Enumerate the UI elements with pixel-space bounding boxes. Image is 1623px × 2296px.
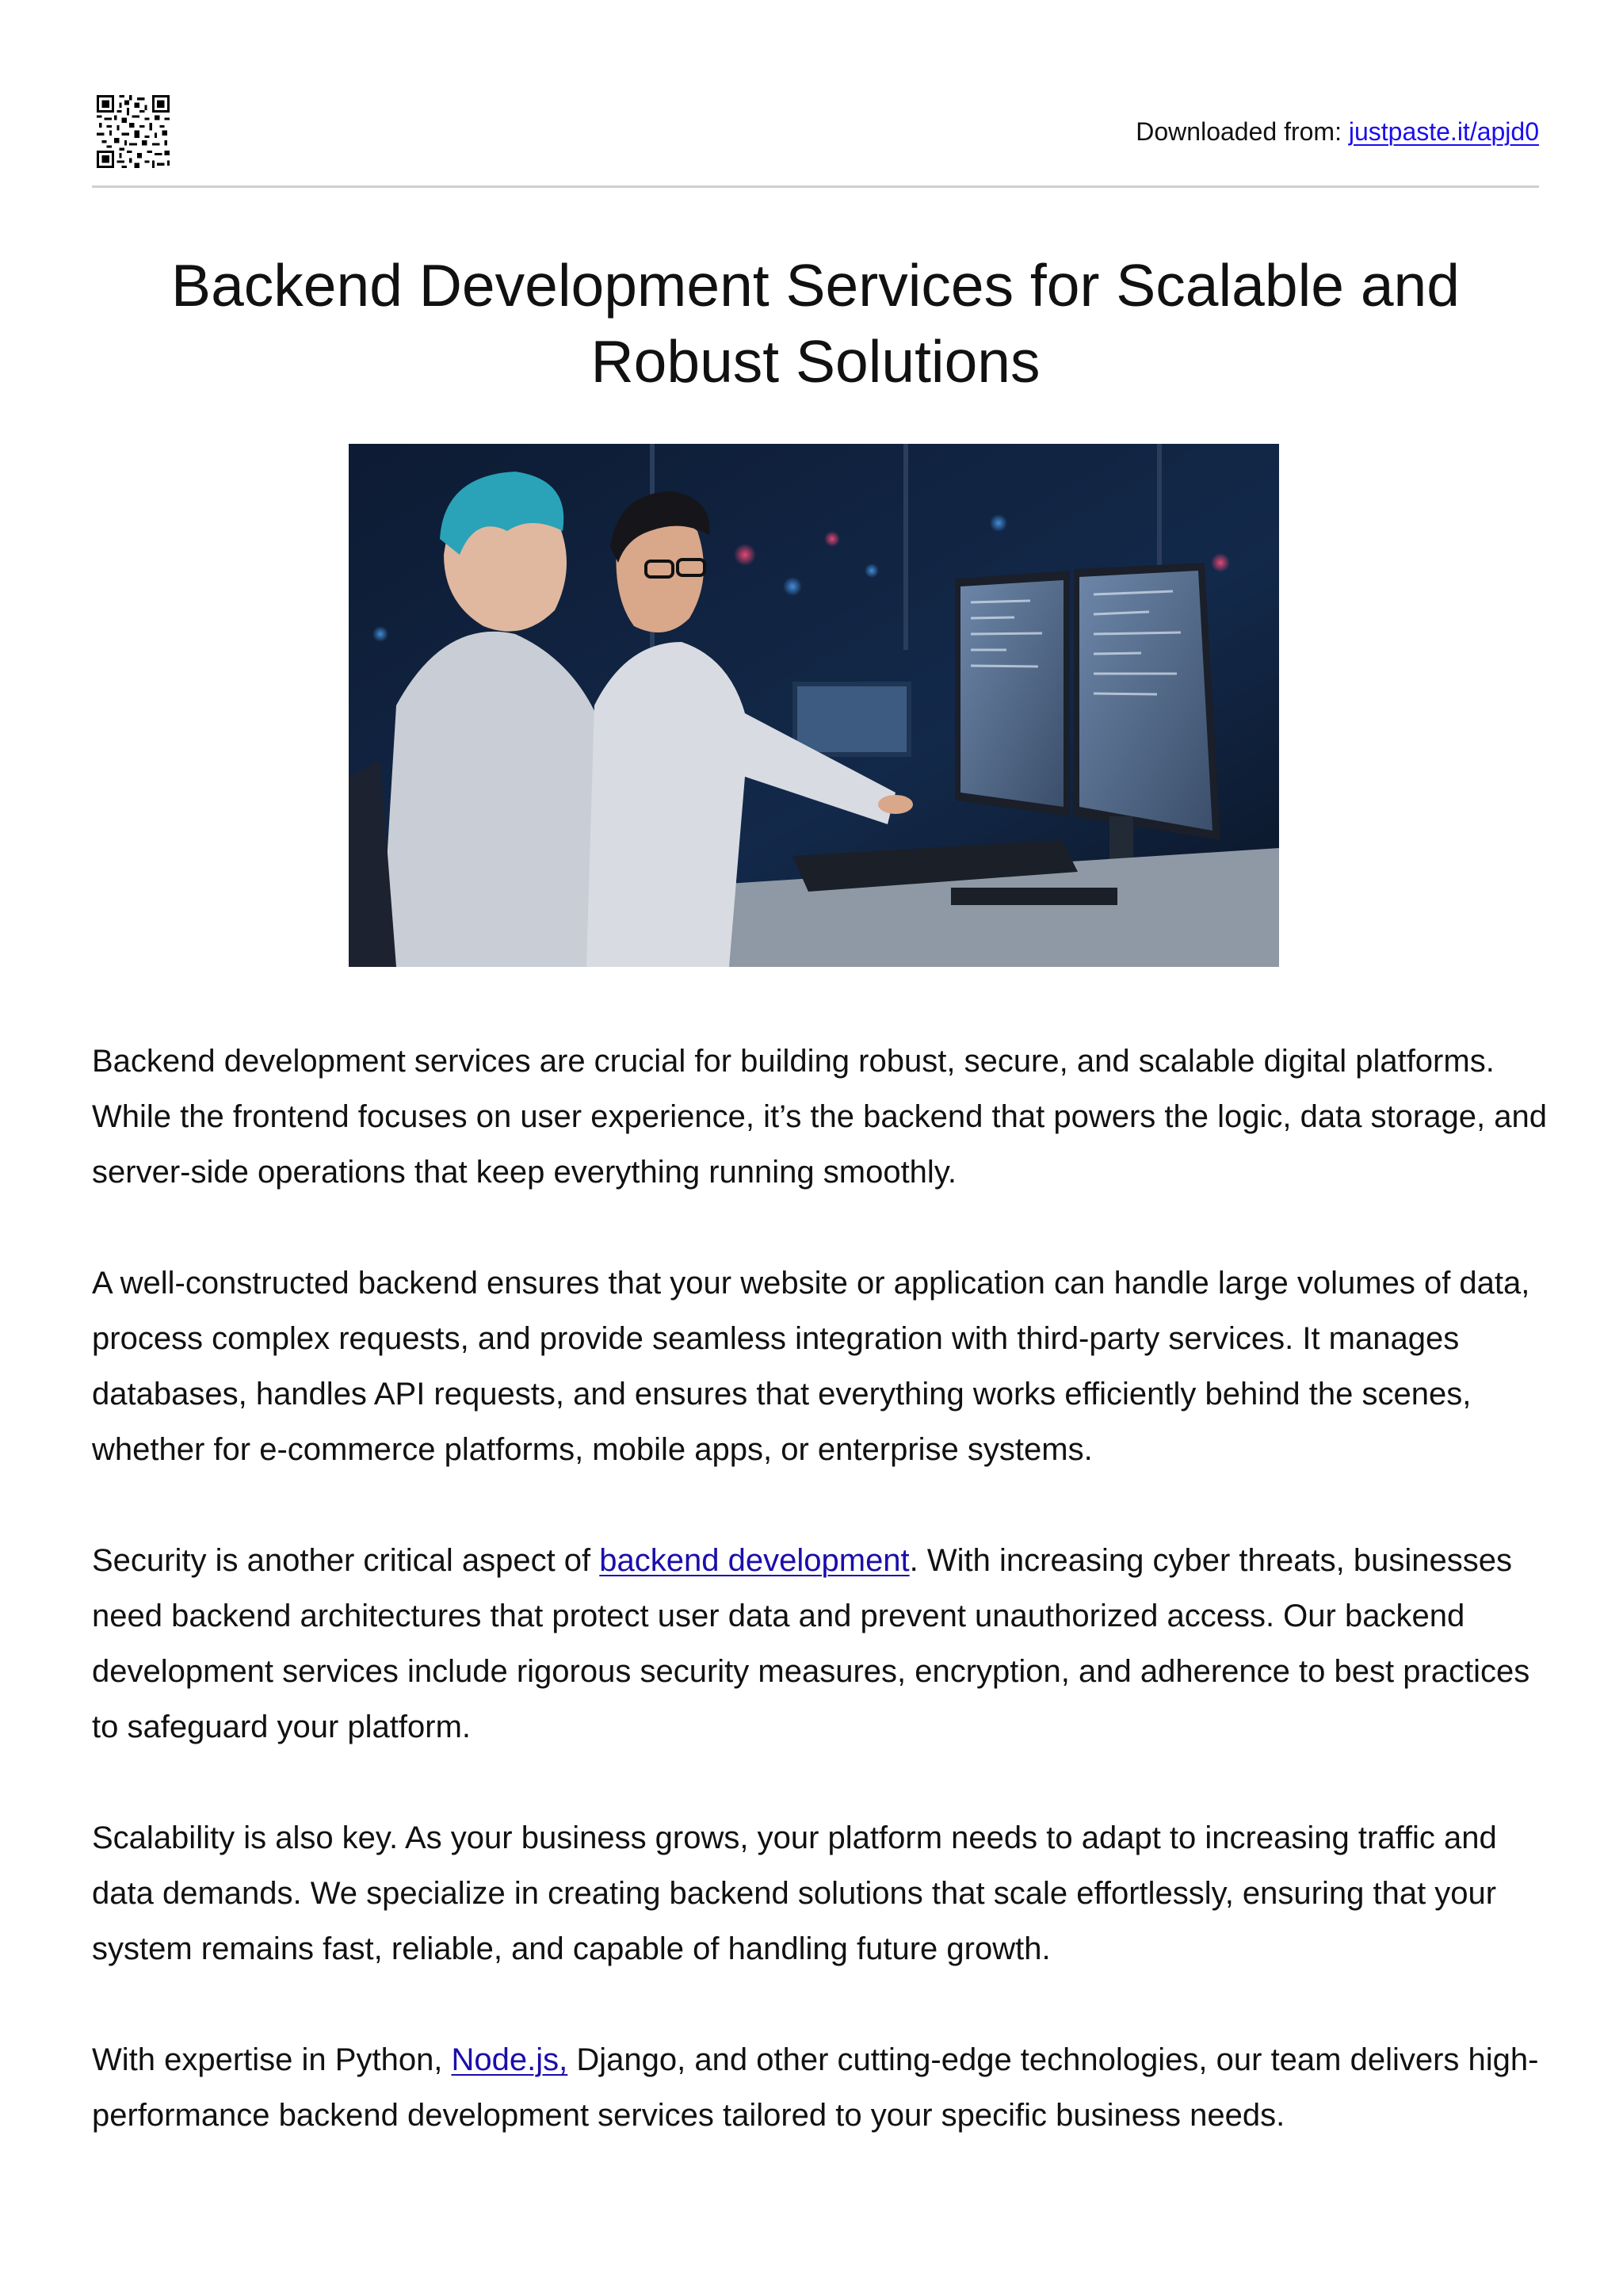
security-text-before: Security is another critical aspect of [92,1543,600,1578]
article-body [92,1033,1550,2199]
source-link[interactable]: justpaste.it/apjd0 [1348,117,1539,146]
page-header [92,95,1539,188]
qr-code-icon [97,95,170,168]
page-title: Backend Development Services for Scalable and Robust Solutions [171,252,1460,395]
paragraph-scalability: Scalability is also key. As your business grows, your platform needs to adapt to increasing traffic and data demands. We specialize in creating backend solutions that scale effortlessly, ensuring that your system remains fast, reliable, and capable of handling future growth. [92,1820,1497,1966]
paragraph-well-constructed: A well-constructed backend ensures that your website or application can handle large volumes of data, process complex requests, and provide seamless integration with third-party services. It manages databases, handles API requests, and ensures that everything works efficiently behind the scenes, whether for e-commerce platforms, mobile apps, or enterprise systems. [92,1266,1530,1467]
paragraph-intro: Backend development services are crucial for building robust, secure, and scalable digital platforms. While the frontend focuses on user experience, it’s the backend that powers the logic, data storage, and server-side operations that keep everything running smoothly. [92,1044,1547,1190]
paragraph-expertise [92,2032,1550,2143]
nodejs-link[interactable]: Node.js, [451,2042,568,2077]
expertise-text-before: With expertise in Python, [92,2042,452,2077]
security-text-after: . With increasing cyber threats, businesses need backend architectures that protect user data and prevent unauthorized access. Our backend development services include rigorous security measures, encryption, and adherence to best practices to safeguard your platform. [92,1543,1530,1744]
paragraph-security [92,1533,1550,1755]
downloaded-label: Downloaded from: [1136,117,1349,146]
downloaded-from-note [1136,116,1539,147]
backend-development-link[interactable]: backend development [599,1543,910,1578]
hero-image [349,444,1279,967]
expertise-text-after: Django, and other cutting-edge technologies, our team delivers high-performance backend development services tailored to your specific business needs. [92,2042,1539,2133]
